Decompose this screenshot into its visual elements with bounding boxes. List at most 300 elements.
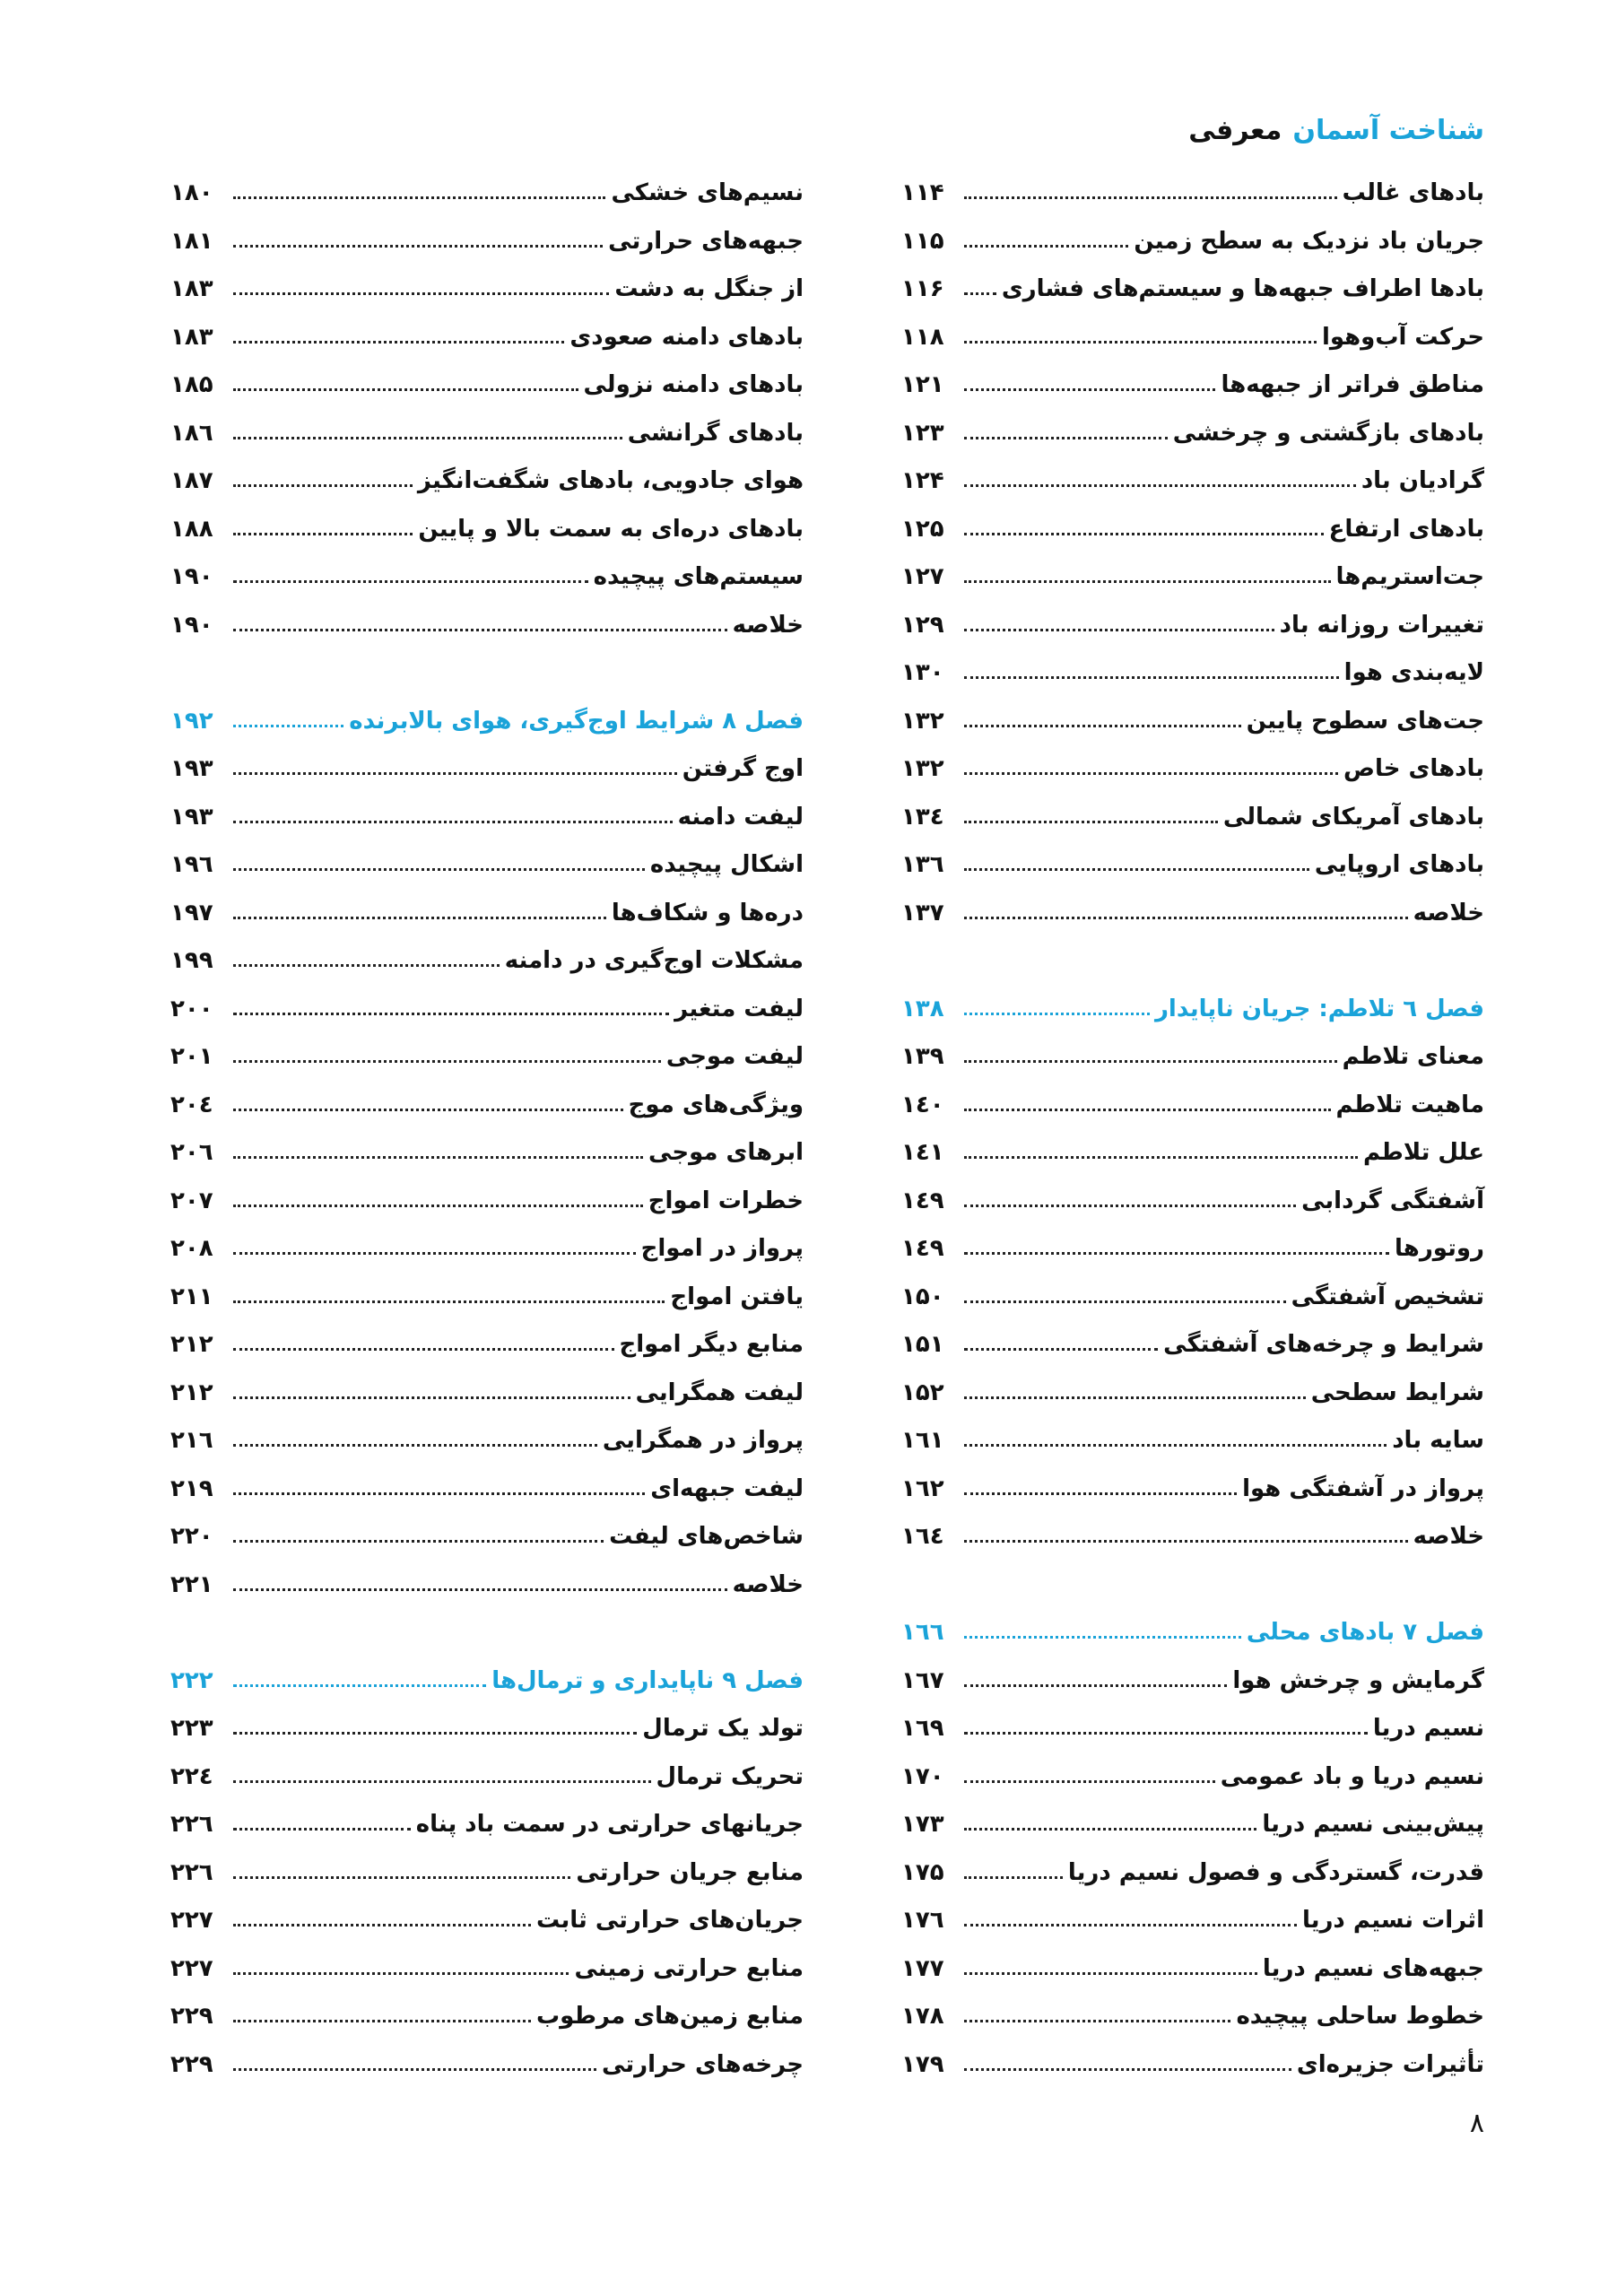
toc-leader-dots (233, 1109, 623, 1111)
toc-page-number: ۱۸٦ (170, 420, 213, 447)
toc-leader-dots (964, 580, 1331, 583)
toc-row[interactable] (170, 603, 804, 639)
toc-row[interactable] (170, 1466, 804, 1502)
toc-leader-dots (233, 1013, 669, 1015)
toc-leader-dots (233, 388, 578, 391)
toc-leader-dots (233, 341, 564, 344)
toc-page-number: ۱٦۲ (901, 1475, 944, 1502)
toc-page-number: ۱٤۱ (901, 1139, 944, 1166)
toc-entry-title: بادهای دامنه صعودی (569, 324, 804, 351)
toc-page-number: ۱۵۱ (901, 1331, 944, 1358)
toc-entry-title: علل تلاطم (1362, 1139, 1484, 1166)
toc-leader-dots (964, 292, 996, 295)
toc-leader-dots (964, 629, 1274, 631)
toc-leader-dots (964, 1732, 1368, 1735)
toc-entry-title: تولد یک ترمال (642, 1715, 804, 1742)
toc-page-number: ۱٤۹ (901, 1187, 944, 1214)
toc-row[interactable] (170, 170, 804, 206)
toc-entry-title: بادهای گرانشی (627, 420, 804, 447)
toc-row[interactable] (901, 1418, 1484, 1454)
toc-page-number: ۲۲۱ (170, 1571, 213, 1598)
toc-row[interactable] (901, 554, 1484, 590)
toc-row[interactable] (170, 362, 804, 398)
toc-leader-dots (964, 676, 1339, 679)
toc-page-number: ۱۹۳ (170, 755, 213, 782)
toc-page-number: ۱۸۳ (170, 324, 213, 351)
toc-row[interactable] (170, 266, 804, 302)
toc-entry-title: بادهای آمریکای شمالی (1222, 804, 1484, 831)
toc-leader-dots (233, 629, 727, 631)
toc-page-number: ۲۲۷ (170, 1907, 213, 1934)
toc-page-number: ۲۱۱ (170, 1283, 213, 1310)
toc-entry-title: خلاصه (732, 1571, 804, 1598)
toc-leader-dots (964, 821, 1218, 823)
toc-leader-dots (233, 2068, 596, 2071)
toc-page-number: ۱۸۰ (170, 179, 213, 206)
toc-entry-title: بادها اطراف جبهه‌ها و سیستم‌های فشاری (1001, 275, 1484, 302)
toc-row[interactable] (170, 1034, 804, 1070)
toc-page-number: ۱۳٦ (901, 851, 944, 878)
toc-entry-title: ویژگی‌های موج (628, 1091, 804, 1118)
toc-page-number: ۱۹۹ (170, 947, 213, 974)
toc-row[interactable] (901, 1802, 1484, 1838)
toc-leader-dots (233, 1828, 411, 1831)
toc-leader-dots (233, 1876, 570, 1879)
toc-page-number: ۱۷۰ (901, 1763, 944, 1790)
toc-row[interactable] (901, 1514, 1484, 1550)
toc-entry-title: لیفت دامنه (677, 804, 804, 831)
toc-chapter-title: فصل ٦ تلاطم: جریان ناپایدار (1154, 996, 1484, 1022)
toc-entry-title: تأثیرات جزیره‌ای (1296, 2051, 1484, 2078)
toc-row[interactable] (170, 1083, 804, 1118)
toc-row[interactable] (170, 891, 804, 926)
toc-row[interactable] (901, 411, 1484, 447)
toc-leader-dots (233, 1252, 636, 1255)
toc-leader-dots (964, 1492, 1237, 1495)
toc-row[interactable] (170, 1946, 804, 1982)
toc-row[interactable] (901, 1178, 1484, 1214)
toc-entry-title: سیستم‌های پیچیده (593, 563, 804, 590)
toc-chapter-title: فصل ۸ شرایط اوج‌گیری، هوای بالابرنده (349, 708, 804, 735)
toc-page-number: ۲۲۷ (170, 1955, 213, 1982)
toc-page-number: ۱۹٦ (170, 851, 213, 878)
toc-row[interactable] (901, 1706, 1484, 1742)
toc-leader-dots (964, 1972, 1257, 1975)
toc-row[interactable] (170, 1562, 804, 1598)
toc-entry-title: پرواز در امواج (640, 1235, 804, 1262)
toc-leader-dots (233, 772, 677, 775)
toc-leader-dots (964, 437, 1168, 439)
toc-entry-title: بادهای ارتفاع (1328, 516, 1484, 543)
toc-page-number: ۱۹۲ (170, 708, 213, 735)
page-number: ۸ (1469, 2108, 1484, 2139)
toc-row[interactable] (901, 1226, 1484, 1262)
toc-row[interactable] (170, 795, 804, 831)
toc-row[interactable] (901, 2042, 1484, 2078)
toc-page-number: ۱۱۶ (901, 275, 944, 302)
toc-page-number: ۲۲٦ (170, 1859, 213, 1886)
toc-page-number: ۲۰۱ (170, 1043, 213, 1070)
toc-entry-title: جریانهای حرارتی در سمت باد پناه (415, 1811, 804, 1838)
toc-leader-dots (233, 437, 622, 439)
toc-row[interactable] (170, 1850, 804, 1886)
toc-row[interactable] (170, 987, 804, 1022)
toc-leader-dots (964, 772, 1338, 775)
toc-entry-title: بادهای اروپایی (1314, 851, 1484, 878)
toc-row[interactable] (901, 1850, 1484, 1886)
toc-row[interactable] (901, 1130, 1484, 1166)
toc-page-number: ۱۸۵ (170, 371, 213, 398)
toc-row[interactable] (901, 458, 1484, 494)
toc-leader-dots (233, 868, 645, 871)
toc-page-number: ۱٤۹ (901, 1235, 944, 1262)
toc-leader-dots (964, 484, 1356, 487)
toc-entry-title: شرایط و چرخه‌های آشفتگی (1163, 1331, 1484, 1358)
toc-entry-title: از جنگل به دشت (614, 275, 804, 302)
toc-entry-title: ابرهای موجی (648, 1139, 804, 1166)
toc-row[interactable] (170, 842, 804, 878)
toc-leader-dots (964, 1109, 1331, 1111)
toc-leader-dots (964, 1205, 1296, 1207)
toc-leader-dots (964, 1060, 1337, 1063)
toc-leader-dots (233, 821, 673, 823)
toc-entry-title: بادهای خاص (1343, 755, 1484, 782)
toc-leader-dots (233, 1588, 727, 1591)
toc-row[interactable] (901, 891, 1484, 926)
toc-page-number: ۲۰۸ (170, 1235, 213, 1262)
toc-page-number: ۲۲٦ (170, 1811, 213, 1838)
toc-page-number: ۲۰٦ (170, 1139, 213, 1166)
toc-page-number: ۲۱۹ (170, 1475, 213, 1502)
toc-page-number: ۱۷۵ (901, 1859, 944, 1886)
toc-leader-dots (233, 580, 588, 583)
toc-row[interactable] (901, 266, 1484, 302)
toc-leader-dots (964, 2068, 1291, 2071)
toc-entry-title: جریان باد نزدیک به سطح زمین (1134, 228, 1484, 255)
toc-page-number: ۱۲۱ (901, 371, 944, 398)
toc-chapter-title: فصل ۷ بادهای محلی (1246, 1619, 1484, 1646)
toc-leader-dots (233, 2020, 531, 2022)
toc-row[interactable] (901, 362, 1484, 398)
toc-leader-dots (964, 245, 1128, 248)
toc-leader-dots (233, 1396, 630, 1399)
toc-leader-dots (964, 725, 1241, 727)
toc-row[interactable] (901, 170, 1484, 206)
toc-entry-title: خلاصه (732, 612, 804, 639)
toc-row[interactable] (170, 1178, 804, 1214)
toc-leader-dots (964, 388, 1215, 391)
toc-leader-dots (964, 196, 1337, 199)
toc-row[interactable] (901, 1034, 1484, 1070)
toc-page-number: ۱٤۰ (901, 1091, 944, 1118)
toc-page-number: ۱۳٤ (901, 804, 944, 831)
toc-leader-dots (233, 1684, 486, 1687)
toc-page-number: ۱۸۸ (170, 516, 213, 543)
toc-page-number: ۱٦۱ (901, 1427, 944, 1454)
toc-row[interactable] (901, 1083, 1484, 1118)
toc-entry-title: روتورها (1395, 1235, 1484, 1262)
toc-page-number: ۲۲۳ (170, 1715, 213, 1742)
toc-leader-dots (964, 917, 1408, 919)
toc-leader-dots (964, 1252, 1389, 1255)
toc-page-number: ۱٦٦ (901, 1619, 944, 1646)
toc-leader-dots (964, 1828, 1256, 1831)
toc-page-number: ۲۱۲ (170, 1331, 213, 1358)
toc-row[interactable] (901, 1898, 1484, 1934)
toc-entry-title: جریان‌های حرارتی ثابت (535, 1907, 804, 1934)
toc-page-number: ۱۱۴ (901, 179, 944, 206)
toc-row[interactable] (170, 1994, 804, 2030)
toc-entry-title: نسیم دریا (1372, 1715, 1484, 1742)
toc-chapter-row[interactable] (901, 987, 1484, 1022)
toc-page-number: ۲۰٤ (170, 1091, 213, 1118)
toc-row[interactable] (170, 1226, 804, 1262)
toc-page-number: ۲۲۹ (170, 2003, 213, 2030)
toc-entry-title: منابع جریان حرارتی (576, 1859, 804, 1886)
toc-row[interactable] (170, 1706, 804, 1742)
toc-leader-dots (964, 1636, 1241, 1639)
toc-page-number: ۱۷۹ (901, 2051, 944, 2078)
toc-page-number: ۱۲۵ (901, 516, 944, 543)
toc-page-number: ۲۱۲ (170, 1379, 213, 1406)
toc-entry-title: خلاصه (1413, 1523, 1484, 1550)
toc-row[interactable] (170, 411, 804, 447)
toc-row[interactable] (901, 1466, 1484, 1502)
toc-leader-dots (233, 292, 609, 295)
toc-entry-title: جبهه‌های نسیم دریا (1262, 1955, 1484, 1982)
toc-row[interactable] (901, 1754, 1484, 1790)
toc-page-number: ۲۰۷ (170, 1187, 213, 1214)
toc-row[interactable] (901, 1994, 1484, 2030)
toc-entry-title: خطوط ساحلی پیچیده (1236, 2003, 1484, 2030)
toc-page-number: ۲۲٤ (170, 1763, 213, 1790)
toc-entry-title: منابع حرارتی زمینی (574, 1955, 804, 1982)
toc-row[interactable] (901, 315, 1484, 351)
toc-page-number: ۱۲۴ (901, 467, 944, 494)
toc-page-number: ۲۲۹ (170, 2051, 213, 2078)
toc-page-number: ۱۹۰ (170, 612, 213, 639)
toc-entry-title: آشفتگی گردابی (1301, 1187, 1484, 1214)
toc-leader-dots (964, 868, 1309, 871)
toc-leader-dots (233, 533, 413, 535)
toc-page-number: ۱۱۸ (901, 324, 944, 351)
toc-row[interactable] (901, 795, 1484, 831)
toc-row[interactable] (170, 1130, 804, 1166)
toc-leader-dots (233, 245, 603, 248)
toc-row[interactable] (170, 1274, 804, 1310)
toc-page-number: ۱۷٦ (901, 1907, 944, 1934)
toc-row[interactable] (170, 1802, 804, 1838)
toc-row[interactable] (901, 1322, 1484, 1358)
toc-leader-dots (964, 1684, 1227, 1687)
toc-page-number: ۱۸۳ (170, 275, 213, 302)
toc-entry-title: بادهای غالب (1342, 179, 1484, 206)
toc-leader-dots (233, 1732, 637, 1735)
toc-leader-dots (964, 1876, 1063, 1879)
toc-row[interactable] (170, 458, 804, 494)
toc-row[interactable] (170, 2042, 804, 2078)
toc-leader-dots (233, 1444, 597, 1447)
toc-entry-title: پرواز در آشفتگی هوا (1242, 1475, 1484, 1502)
toc-row[interactable] (170, 315, 804, 351)
toc-row[interactable] (901, 1370, 1484, 1406)
toc-entry-title: گرمایش و چرخش هوا (1232, 1667, 1484, 1694)
toc-row[interactable] (170, 219, 804, 255)
toc-entry-title: جبهه‌های حرارتی (608, 228, 804, 255)
toc-row[interactable] (170, 1898, 804, 1934)
toc-chapter-row[interactable] (170, 1658, 804, 1694)
toc-page-number: ۱۲۹ (901, 612, 944, 639)
toc-entry-title: ماهیت تلاطم (1335, 1091, 1484, 1118)
toc-entry-title: اوج گرفتن (682, 755, 804, 782)
toc-leader-dots (233, 484, 413, 487)
toc-entry-title: نسیم‌های خشکی (611, 179, 804, 206)
toc-leader-dots (233, 1924, 531, 1926)
toc-row[interactable] (901, 1658, 1484, 1694)
toc-entry-title: لیفت همگرایی (635, 1379, 804, 1406)
toc-entry-title: لیفت جبهه‌ای (650, 1475, 804, 1502)
toc-leader-dots (964, 1780, 1215, 1783)
toc-page-number: ۱۵۲ (901, 1379, 944, 1406)
toc-page-number: ۱۹۰ (170, 563, 213, 590)
toc-entry-title: جت‌های سطوح پایین (1246, 708, 1484, 735)
toc-row[interactable] (170, 1370, 804, 1406)
toc-leader-dots (233, 1780, 651, 1783)
toc-entry-title: منابع دیگر امواج (619, 1331, 804, 1358)
toc-leader-dots (964, 1444, 1387, 1447)
book-title: شناخت آسمان (1292, 115, 1484, 146)
toc-page-number: ۱۹۳ (170, 804, 213, 831)
toc-row[interactable] (901, 219, 1484, 255)
toc-page-number: ۲۲۰ (170, 1523, 213, 1550)
toc-entry-title: پیش‌بینی نسیم دریا (1262, 1811, 1484, 1838)
toc-row[interactable] (901, 603, 1484, 639)
toc-leader-dots (964, 2020, 1230, 2022)
toc-entry-title: هوای جادویی، بادهای شگفت‌انگیز (417, 467, 804, 494)
toc-page-number: ۱۱۵ (901, 228, 944, 255)
toc-page-number: ۱۵۰ (901, 1283, 944, 1310)
toc-page-number: ۱۳۷ (901, 900, 944, 926)
toc-row[interactable] (170, 1322, 804, 1358)
section-title: معرفی (1188, 115, 1282, 146)
toc-page-number: ۱٦۷ (901, 1667, 944, 1694)
toc-leader-dots (233, 1492, 645, 1495)
toc-entry-title: خطرات امواج (648, 1187, 804, 1214)
toc-leader-dots (233, 1348, 614, 1351)
toc-leader-dots (233, 964, 500, 967)
toc-entry-title: بادهای دره‌ای به سمت بالا و پایین (418, 516, 804, 543)
toc-entry-title: تشخیص آشفتگی (1291, 1283, 1484, 1310)
toc-page-number: ۱۷۷ (901, 1955, 944, 1982)
toc-row[interactable] (901, 507, 1484, 543)
toc-page-number: ۱۳۸ (901, 996, 944, 1022)
toc-leader-dots (233, 1972, 569, 1975)
toc-page-number: ۱۳۰ (901, 659, 944, 686)
toc-entry-title: اشکال پیچیده (649, 851, 804, 878)
toc-page-number: ۱٦۹ (901, 1715, 944, 1742)
toc-page-number: ۱۲۳ (901, 420, 944, 447)
toc-entry-title: تغییرات روزانه باد (1279, 612, 1484, 639)
toc-entry-title: یافتن امواج (670, 1283, 804, 1310)
toc-entry-title: لایه‌بندی هوا (1343, 659, 1484, 686)
toc-leader-dots (964, 1924, 1297, 1926)
toc-row[interactable] (901, 842, 1484, 878)
toc-leader-dots (233, 196, 605, 199)
toc-row[interactable] (901, 1274, 1484, 1310)
running-header (1188, 115, 1484, 146)
toc-page-number: ۱۳۹ (901, 1043, 944, 1070)
toc-entry-title: معنای تلاطم (1342, 1043, 1484, 1070)
toc-entry-title: اثرات نسیم دریا (1301, 1907, 1484, 1934)
toc-leader-dots (233, 1205, 643, 1207)
toc-leader-dots (233, 1540, 604, 1543)
toc-leader-dots (964, 533, 1324, 535)
toc-row[interactable] (901, 746, 1484, 782)
toc-entry-title: شاخص‌های لیفت (609, 1523, 804, 1550)
toc-row[interactable] (170, 507, 804, 543)
toc-row[interactable] (170, 938, 804, 974)
toc-entry-title: سایه باد (1392, 1427, 1484, 1454)
toc-page-number: ۱۷۳ (901, 1811, 944, 1838)
toc-entry-title: بادهای دامنه نزولی (583, 371, 804, 398)
toc-leader-dots (964, 1348, 1158, 1351)
toc-chapter-row[interactable] (901, 1610, 1484, 1646)
toc-leader-dots (964, 1540, 1408, 1543)
toc-leader-dots (233, 725, 343, 727)
toc-page-number: ۱۹۷ (170, 900, 213, 926)
toc-page-number: ۱۳۲ (901, 708, 944, 735)
toc-chapter-title: فصل ۹ ناپایداری و ترمال‌ها (491, 1667, 804, 1694)
toc-page-number: ۱۷۸ (901, 2003, 944, 2030)
toc-row[interactable] (901, 650, 1484, 686)
toc-row[interactable] (170, 746, 804, 782)
toc-page-number: ۲۰۰ (170, 996, 213, 1022)
toc-page-number: ۲۲۲ (170, 1667, 213, 1694)
toc-entry-title: لیفت متغیر (674, 996, 804, 1022)
toc-page-number: ۱۸۱ (170, 228, 213, 255)
toc-entry-title: قدرت، گستردگی و فصول نسیم دریا (1067, 1859, 1484, 1886)
toc-leader-dots (233, 917, 606, 919)
toc-row[interactable] (170, 1514, 804, 1550)
toc-entry-title: لیفت موجی (665, 1043, 804, 1070)
toc-page-number: ۱۸۷ (170, 467, 213, 494)
toc-entry-title: نسیم دریا و باد عمومی (1220, 1763, 1484, 1790)
toc-entry-title: گرادیان باد (1361, 467, 1484, 494)
toc-leader-dots (964, 1300, 1286, 1303)
toc-row[interactable] (170, 1418, 804, 1454)
toc-entry-title: مناطق فراتر از جبهه‌ها (1221, 371, 1484, 398)
toc-leader-dots (233, 1156, 643, 1159)
toc-row[interactable] (901, 699, 1484, 735)
toc-entry-title: منابع زمین‌های مرطوب (536, 2003, 804, 2030)
toc-page-number: ۱۲۷ (901, 563, 944, 590)
toc-leader-dots (964, 1156, 1358, 1159)
toc-page-number: ۱٦٤ (901, 1523, 944, 1550)
toc-entry-title: شرایط سطحی (1310, 1379, 1484, 1406)
toc-chapter-row[interactable] (170, 699, 804, 735)
toc-leader-dots (233, 1300, 665, 1303)
toc-entry-title: بادهای بازگشتی و چرخشی (1172, 420, 1484, 447)
toc-leader-dots (964, 1013, 1150, 1015)
toc-row[interactable] (170, 554, 804, 590)
toc-row[interactable] (901, 1946, 1484, 1982)
toc-leader-dots (233, 1060, 661, 1063)
toc-entry-title: پرواز در همگرایی (602, 1427, 804, 1454)
toc-row[interactable] (170, 1754, 804, 1790)
toc-entry-title: جت‌استریم‌ها (1335, 563, 1484, 590)
toc-leader-dots (964, 341, 1317, 344)
toc-entry-title: تحریک ترمال (656, 1763, 804, 1790)
